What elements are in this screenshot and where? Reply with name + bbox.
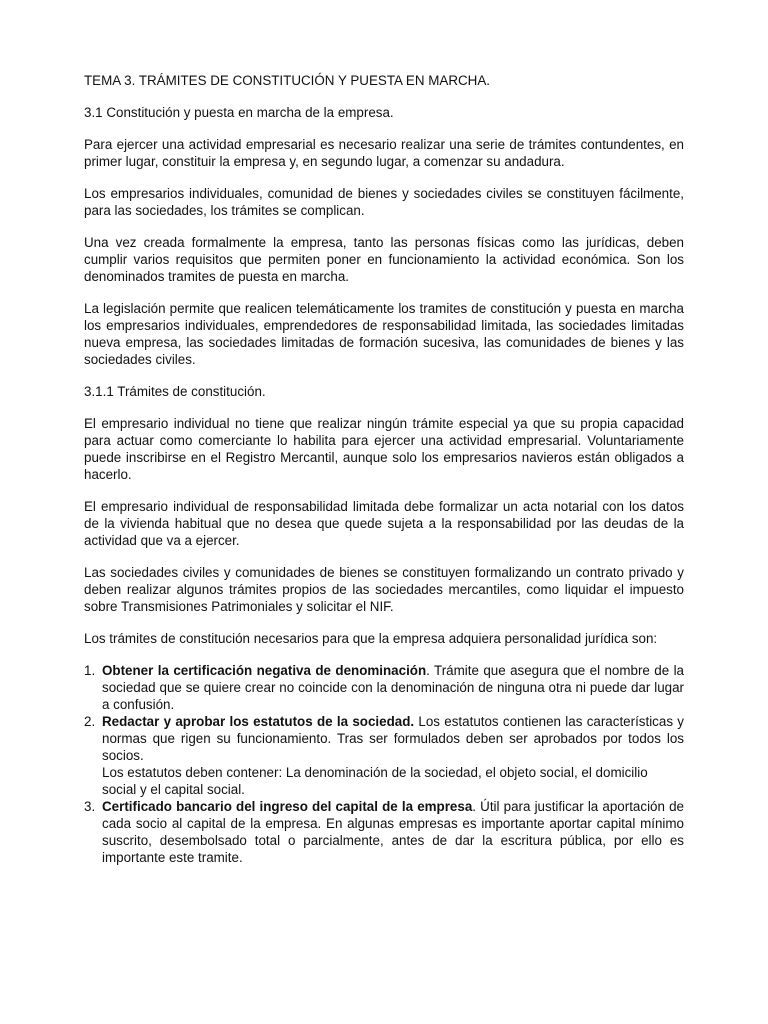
list-item-number: 1. bbox=[84, 663, 96, 678]
list-item-heading: Redactar y aprobar los estatutos de la sociedad. bbox=[102, 714, 415, 729]
paragraph: El empresario individual de responsabilidad limitada debe formalizar un acta notarial con los datos de la vivienda habitual que no desea que quede sujeta a la responsabilidad por las deudas de la actividad que va a ejercer. bbox=[84, 499, 684, 548]
section-heading-3-1-1: 3.1.1 Trámites de constitución. bbox=[84, 384, 266, 399]
paragraph: Para ejercer una actividad empresarial es necesario realizar una serie de trámites contundentes, en primer lugar, constituir la empresa y, en segundo lugar, a comenzar su andadura. bbox=[84, 137, 684, 169]
document-title: TEMA 3. TRÁMITES DE CONSTITUCIÓN Y PUESTA EN MARCHA. bbox=[84, 73, 490, 88]
section-heading-3-1: 3.1 Constitución y puesta en marcha de la empresa. bbox=[84, 105, 394, 120]
list-item bbox=[84, 713, 684, 798]
list-item-text: . Trámite que asegura que el nombre de la sociedad que se quiere crear no coincide con la denominación de ninguna otra ni puede dar lugar a confusión. bbox=[102, 663, 684, 712]
list-item-number: 3. bbox=[84, 799, 96, 814]
constitution-steps-list bbox=[84, 662, 684, 866]
paragraph: La legislación permite que realicen telemáticamente los tramites de constitución y puesta en marcha los empresarios individuales, emprendedores de responsabilidad limitada, las sociedades limitadas nueva empresa, las sociedades limitadas de formación sucesiva, las comunidades de bienes y las sociedades civiles. bbox=[84, 301, 684, 367]
list-item-heading: Certificado bancario del ingreso del capital de la empresa bbox=[102, 799, 473, 814]
list-item-note: Los estatutos deben contener: La denominación de la sociedad, el objeto social, el domicilio social y el capital social. bbox=[102, 765, 648, 797]
paragraph: Una vez creada formalmente la empresa, tanto las personas físicas como las jurídicas, deben cumplir varios requisitos que permiten poner en funcionamiento la actividad económica. Son los denominados tramites de puesta en marcha. bbox=[84, 235, 684, 284]
paragraph: Las sociedades civiles y comunidades de bienes se constituyen formalizando un contrato privado y deben realizar algunos trámites propios de las sociedades mercantiles, como liquidar el impuesto sobre Transmisiones Patrimoniales y solicitar el NIF. bbox=[84, 565, 684, 614]
paragraph: El empresario individual no tiene que realizar ningún trámite especial ya que su propia capacidad para actuar como comerciante lo habilita para ejercer una actividad empresarial. Voluntariamente puede inscribirse en el Registro Mercantil, aunque solo los empresarios navieros están obligados a hacerlo. bbox=[84, 416, 684, 482]
list-item-heading: Obtener la certificación negativa de denominación bbox=[102, 663, 427, 678]
list-item bbox=[84, 662, 684, 713]
paragraph: Los trámites de constitución necesarios para que la empresa adquiera personalidad jurídica son: bbox=[84, 631, 658, 646]
list-item-text: Los estatutos contienen las características y normas que rigen su funcionamiento. Tras ser formulados deben ser aprobados por todos los socios. bbox=[102, 714, 685, 763]
document-page bbox=[84, 72, 684, 866]
list-item-text: . Útil para justificar la aportación de cada socio al capital de la empresa. En algunas empresas es importante aportar capital mínimo suscrito, desembolsado total o parcialmente, antes de dar la escritura pública, por ello es importante este tramite. bbox=[102, 799, 684, 865]
list-item-number: 2. bbox=[84, 714, 96, 729]
paragraph: Los empresarios individuales, comunidad de bienes y sociedades civiles se constituyen fácilmente, para las sociedades, los trámites se complican. bbox=[84, 186, 684, 218]
list-item bbox=[84, 798, 684, 866]
